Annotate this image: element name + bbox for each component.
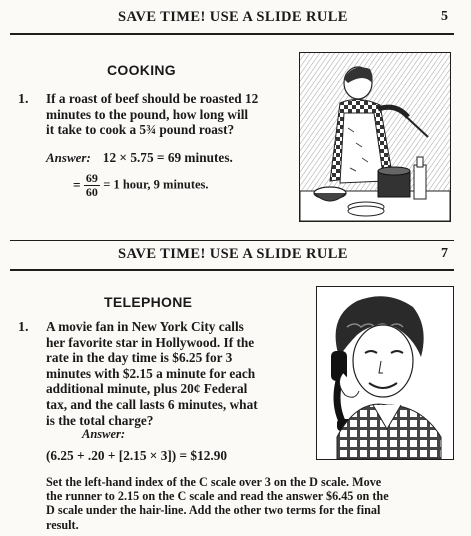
page7-separator <box>10 240 454 241</box>
telephone-question-line: her favorite star in Hollywood. If the <box>46 334 255 350</box>
cooking-title: COOKING <box>107 62 176 78</box>
telephone-question-line: minutes with $2.15 a minute for each <box>46 365 256 381</box>
fraction-equals: = <box>73 177 81 193</box>
page7-number: 7 <box>441 246 448 261</box>
instruction-line: Set the left-hand index of the C scale over 3 on the D scale. Move <box>46 475 382 489</box>
cooking-answer-row <box>46 149 233 167</box>
instruction-line: result. <box>46 517 79 532</box>
page5-header: SAVE TIME! USE A SLIDE RULE <box>118 9 348 25</box>
telephone-answer-label: Answer: <box>82 427 126 441</box>
cooking-answer-label: Answer: <box>46 150 91 165</box>
fraction-denominator: 60 <box>85 185 98 199</box>
telephone-question-line: A movie fan in New York City calls <box>46 319 244 334</box>
cooking-question-number: 1. <box>18 92 29 107</box>
telephone-question-line: additional minute, plus 20¢ Federal <box>46 381 248 397</box>
cooking-question-line: If a roast of beef should be roasted 12 <box>46 91 259 106</box>
cooking-question-line: minutes to the pound, how long will <box>46 106 249 122</box>
telephone-instructions <box>46 475 462 532</box>
page7-top-rule <box>10 269 454 271</box>
instruction-line: the runner to 2.15 on the C scale and read the answer $6.45 on the <box>46 489 389 504</box>
cooking-fraction-row <box>73 172 209 199</box>
telephone-title: TELEPHONE <box>104 294 193 310</box>
fraction-result: = 1 hour, 9 minutes. <box>103 177 209 192</box>
telephone-question-number: 1. <box>18 320 29 335</box>
fraction <box>84 172 100 199</box>
fraction-numerator: 69 <box>85 171 98 185</box>
cooking-illustration <box>299 52 451 222</box>
telephone-question-line: is the total charge? <box>46 412 154 428</box>
page7-header: SAVE TIME! USE A SLIDE RULE <box>118 246 348 262</box>
page5-top-rule <box>10 33 454 35</box>
telephone-question <box>46 319 308 428</box>
phone-woman-image <box>317 287 453 459</box>
cooking-question <box>46 91 286 138</box>
instruction-line: D scale under the hair-line. Add the other two terms for the final <box>46 503 381 518</box>
cook-woman-image <box>300 53 450 221</box>
telephone-question-line: rate in the day time is $6.25 for 3 <box>46 350 233 366</box>
cooking-answer-equation: 12 × 5.75 = 69 minutes. <box>102 150 233 165</box>
telephone-illustration <box>316 286 454 460</box>
telephone-answer-equation: (6.25 + .20 + [2.15 × 3]) = $12.90 <box>46 448 227 463</box>
cooking-question-line: it take to cook a 5¾ pound roast? <box>46 122 235 138</box>
telephone-question-line: tax, and the call lasts 6 minutes, what <box>46 396 258 412</box>
page5-number: 5 <box>441 9 448 24</box>
